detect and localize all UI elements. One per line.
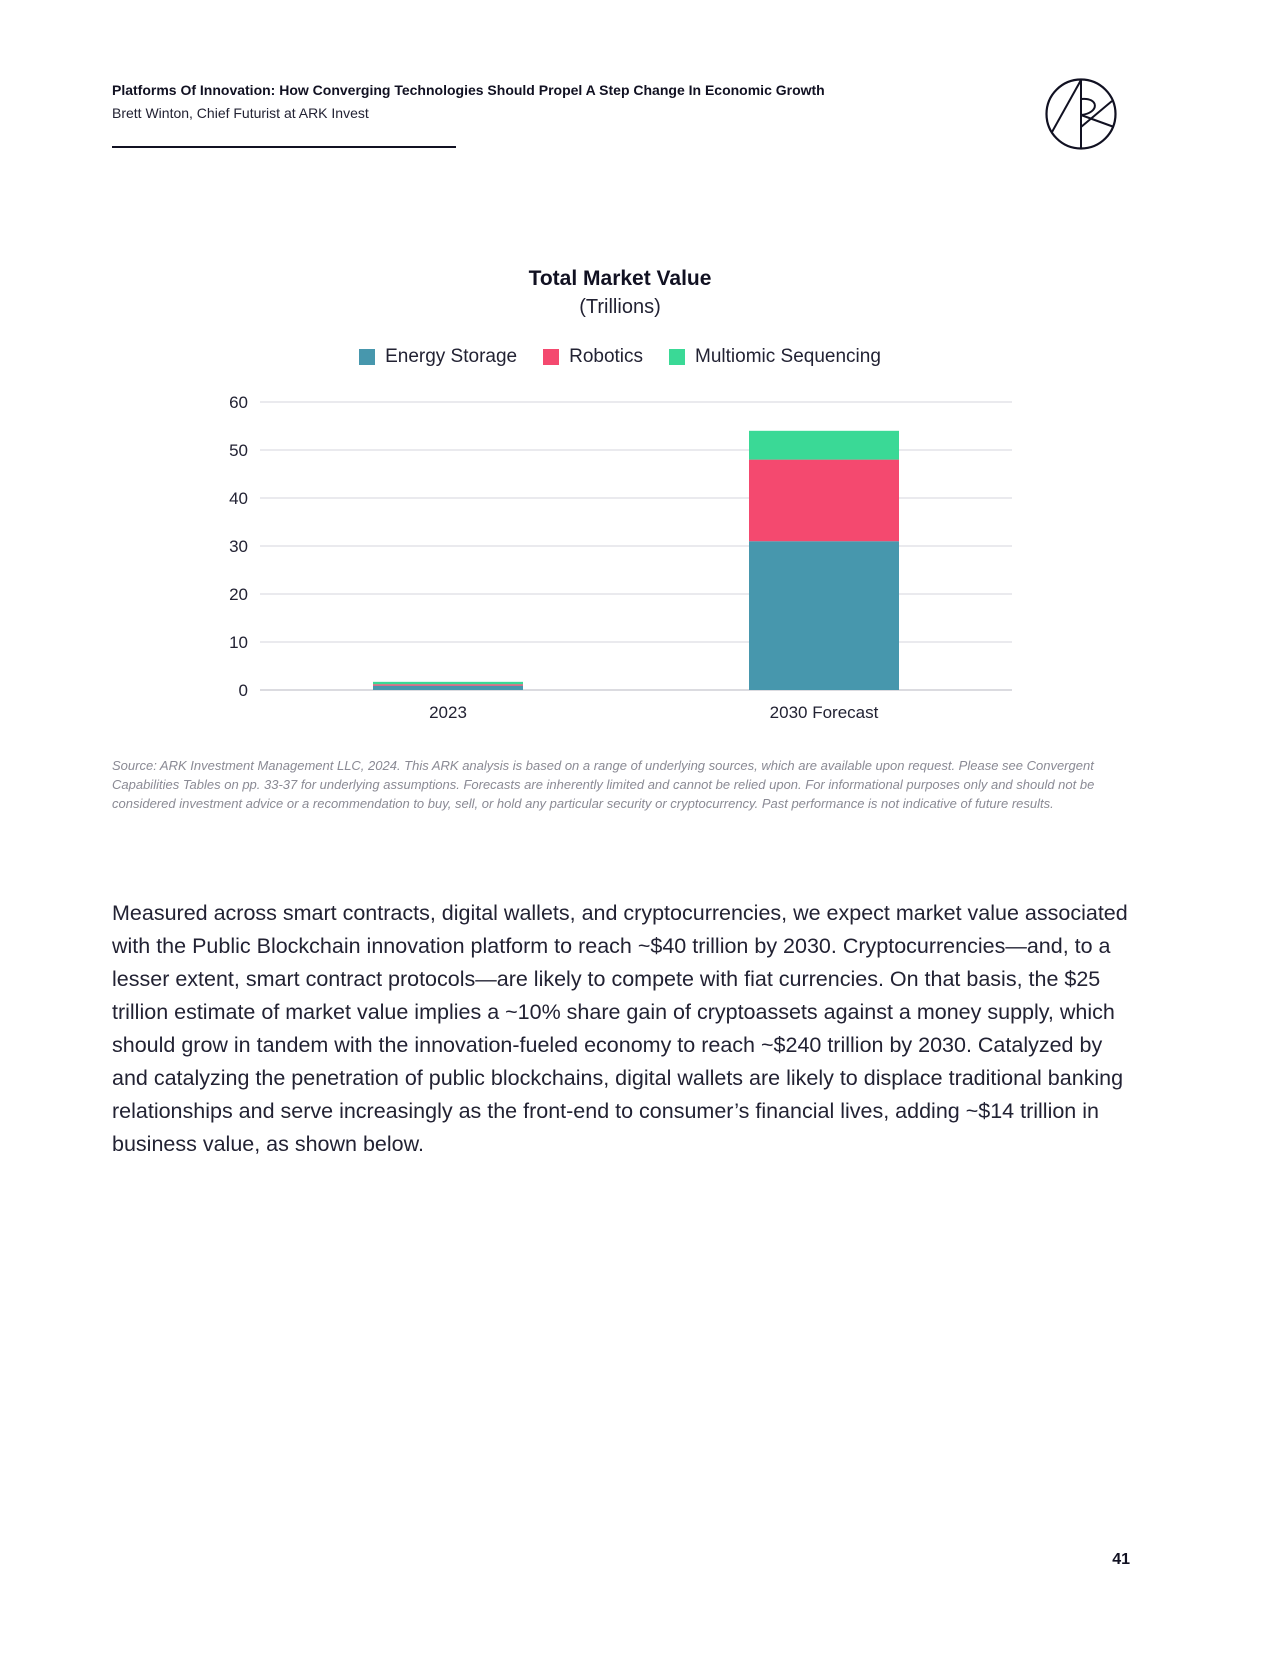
x-tick-label: 2030 Forecast [769, 703, 879, 722]
stacked-bar-chart [0, 0, 1280, 740]
source-note: Source: ARK Investment Management LLC, 2024. This ARK analysis is based on a range of underlying sources, which are available upon request. Please see Convergent Capabilities Tables on pp. 33-37 for underlying assumptions. Forecasts are inherently limited and cannot be relied upon. For informational purposes only and should not be considered investment advice or a recommendation to buy, sell, or hold any particular security or cryptocurrency. Past performance is not indicative of future results. [112, 758, 1095, 811]
legend-label-multiomic-sequencing: Multiomic Sequencing [695, 346, 881, 367]
bar-multiomic-sequencing-2023 [373, 682, 523, 684]
y-tick-label: 50 [229, 441, 248, 460]
y-tick-label: 60 [229, 393, 248, 412]
y-tick-label: 10 [229, 633, 248, 652]
body-paragraph: Measured across smart contracts, digital wallets, and cryptocurrencies, we expect market value associated with the Public Blockchain innovation platform to reach ~$40 trillion by 2030. Cryptocurrencies—and, to a lesser extent, smart contract protocols—are likely to compete with fiat currencies. On that basis, the $25 trillion estimate of market value implies a ~10% share gain of cryptoassets against a money supply, which should grow in tandem with the innovation-fueled economy to reach ~$240 trillion by 2030. Catalyzed by and catalyzing the penetration of public blockchains, digital wallets are likely to displace traditional banking relationships and serve increasingly as the front-end to consumer’s financial lives, adding ~$14 trillion in business value, as shown below. [112, 901, 1128, 1156]
y-tick-label: 20 [229, 585, 248, 604]
y-tick-label: 0 [238, 681, 248, 700]
y-tick-label: 40 [229, 489, 248, 508]
y-tick-label: 30 [229, 537, 248, 556]
bar-multiomic-sequencing-2030-forecast [749, 431, 899, 460]
bar-energy-storage-2023 [373, 686, 523, 690]
bar-robotics-2030-forecast [749, 460, 899, 542]
bar-robotics-2023 [373, 684, 523, 685]
document-author-line: Brett Winton, Chief Futurist at ARK Invest [112, 105, 369, 121]
page-number: 41 [1112, 1551, 1130, 1568]
chart-subtitle: (Trillions) [579, 296, 661, 318]
document-header-title: Platforms Of Innovation: How Converging Technologies Should Propel A Step Change In Economic Growth [112, 82, 825, 98]
chart-title: Total Market Value [528, 267, 712, 290]
x-tick-label: 2023 [429, 703, 467, 722]
legend-label-robotics: Robotics [569, 346, 644, 367]
legend-label-energy-storage: Energy Storage [385, 346, 518, 367]
bar-energy-storage-2030-forecast [749, 541, 899, 690]
